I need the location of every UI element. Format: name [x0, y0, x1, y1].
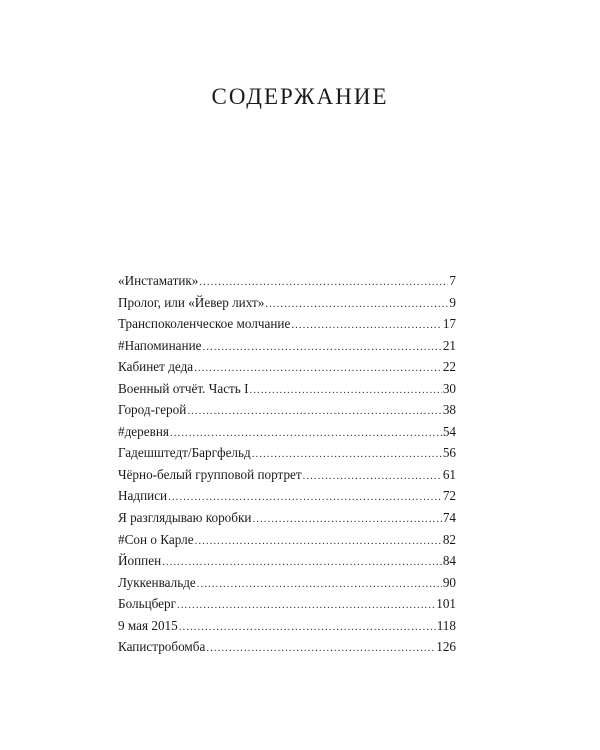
toc-entry-title: Чёрно-белый групповой портрет — [118, 466, 302, 482]
toc-entry-page-number: 56 — [442, 445, 456, 461]
toc-entry-page-number: 21 — [442, 337, 456, 353]
toc-entry — [118, 313, 456, 335]
toc-entry-title: Я разглядываю коробки — [118, 510, 252, 526]
toc-entry-title: Город-герой — [118, 402, 187, 418]
toc-dot-leader — [187, 401, 442, 423]
toc-dot-leader — [179, 617, 436, 639]
toc-entry-title: Кабинет деда — [118, 359, 194, 375]
toc-entry-title: #Сон о Карле — [118, 531, 194, 547]
toc-entry — [118, 464, 456, 486]
toc-entry — [118, 378, 456, 400]
page-title: СОДЕРЖАНИЕ — [211, 84, 389, 109]
toc-entry — [118, 615, 456, 637]
toc-entry-title: #Напоминание — [118, 337, 202, 353]
toc-dot-leader — [197, 574, 442, 596]
toc-dot-leader — [202, 337, 441, 359]
toc-entry-page-number: 22 — [442, 359, 456, 375]
toc-dot-leader — [265, 294, 448, 316]
toc-entry-page-number: 30 — [442, 380, 456, 396]
toc-dot-leader — [291, 315, 441, 337]
toc-entry-page-number: 17 — [442, 316, 456, 332]
toc-entry-page-number: 90 — [442, 574, 456, 590]
toc-dot-leader — [199, 272, 448, 294]
toc-entry-page-number: 126 — [436, 639, 456, 655]
toc-entry-title: Гадешштедт/Баргфельд — [118, 445, 251, 461]
toc-entry-title: «Инстаматик» — [118, 273, 199, 288]
toc-entry — [118, 485, 456, 507]
toc-entry-page-number: 82 — [442, 531, 456, 547]
toc-entry-page-number: 38 — [442, 402, 456, 418]
toc-dot-leader — [195, 531, 442, 553]
toc-entry-page-number: 84 — [442, 553, 456, 569]
toc-entry — [118, 292, 456, 314]
toc-entry — [118, 529, 456, 551]
toc-entry-title: Капистробомба — [118, 639, 206, 655]
toc-dot-leader — [170, 423, 442, 445]
toc-entry — [118, 270, 456, 292]
toc-entry — [118, 335, 456, 357]
table-of-contents — [118, 270, 456, 658]
toc-dot-leader — [250, 380, 442, 402]
toc-entry-page-number: 9 — [449, 294, 456, 310]
toc-dot-leader — [177, 595, 435, 617]
toc-dot-leader — [194, 358, 442, 380]
toc-entry — [118, 593, 456, 615]
toc-entry-page-number: 7 — [449, 273, 456, 288]
toc-entry — [118, 399, 456, 421]
toc-dot-leader — [252, 444, 442, 466]
toc-dot-leader — [168, 487, 442, 509]
toc-dot-leader — [206, 638, 435, 660]
toc-entry-page-number: 54 — [442, 423, 456, 439]
toc-entry-title: Пролог, или «Йевер лихт» — [118, 294, 265, 310]
toc-entry-title: Надписи — [118, 488, 168, 504]
toc-entry — [118, 421, 456, 443]
toc-entry — [118, 442, 456, 464]
toc-entry-title: Йоппен — [118, 553, 162, 569]
toc-entry-page-number: 101 — [436, 596, 456, 612]
toc-dot-leader — [303, 466, 442, 488]
toc-dot-leader — [162, 552, 442, 574]
toc-entry-title: Военный отчёт. Часть I — [118, 380, 249, 396]
toc-entry-page-number: 118 — [436, 617, 456, 633]
toc-entry — [118, 356, 456, 378]
toc-entry-title: Транспоколенческое молчание — [118, 316, 291, 332]
toc-entry-page-number: 72 — [442, 488, 456, 504]
toc-entry — [118, 636, 456, 658]
toc-entry-title: Больцберг — [118, 596, 177, 612]
toc-entry-title: Луккенвальде — [118, 574, 196, 590]
toc-entry — [118, 507, 456, 529]
toc-entry-title: #деревня — [118, 423, 169, 439]
toc-entry — [118, 572, 456, 594]
toc-entry-page-number: 74 — [442, 510, 456, 526]
toc-dot-leader — [252, 509, 441, 531]
toc-entry — [118, 550, 456, 572]
toc-entry-title: 9 мая 2015 — [118, 617, 178, 633]
toc-entry-page-number: 61 — [442, 466, 456, 482]
